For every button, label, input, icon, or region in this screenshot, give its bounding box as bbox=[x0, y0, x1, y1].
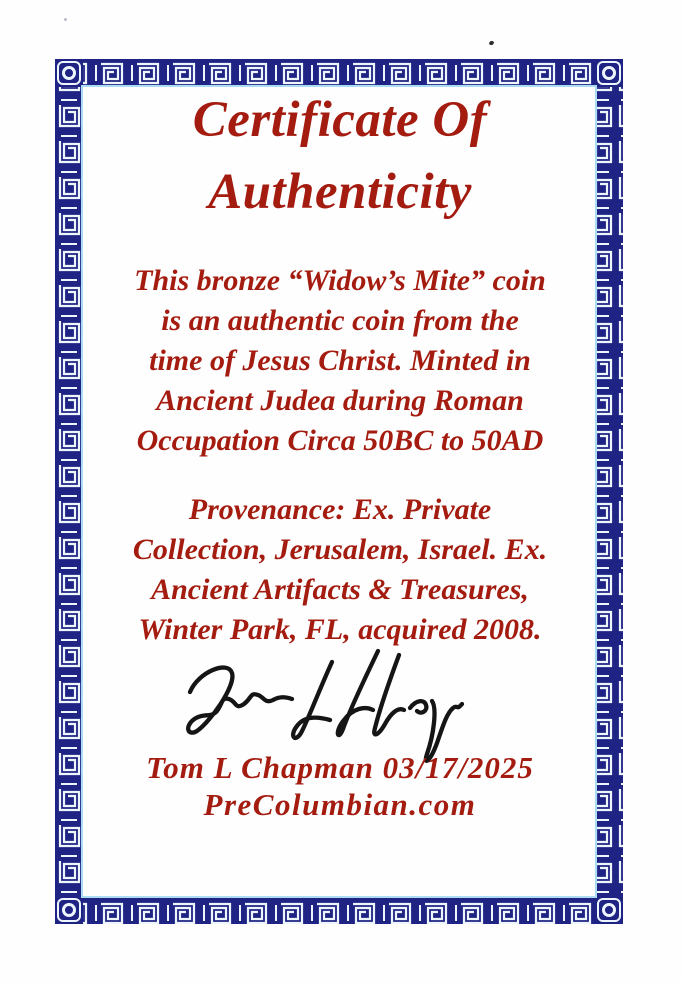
scan-speck bbox=[488, 40, 494, 46]
text-line: This bronze “Widow’s Mite” coin bbox=[134, 264, 546, 297]
text-line: Occupation Circa 50BC to 50AD bbox=[136, 424, 544, 457]
certificate-title bbox=[84, 84, 596, 228]
scan-speck bbox=[64, 18, 67, 21]
title-line-1: Certificate Of bbox=[192, 92, 488, 148]
provenance-paragraph bbox=[84, 490, 596, 650]
signer-date-line: Tom L Chapman 03/17/2025 bbox=[146, 750, 534, 785]
website-line: PreColumbian.com bbox=[203, 787, 477, 822]
text-line: is an authentic coin from the bbox=[161, 304, 519, 337]
text-line: Collection, Jerusalem, Israel. Ex. bbox=[132, 533, 548, 566]
text-line: Provenance: Ex. Private bbox=[188, 493, 492, 526]
title-line-2: Authenticity bbox=[208, 164, 472, 220]
text-line: time of Jesus Christ. Minted in bbox=[149, 344, 531, 377]
text-line: Ancient Judea during Roman bbox=[156, 384, 524, 417]
text-line: Ancient Artifacts & Treasures, bbox=[151, 573, 529, 606]
text-line: Winter Park, FL, acquired 2008. bbox=[138, 613, 542, 646]
description-paragraph bbox=[84, 261, 596, 461]
